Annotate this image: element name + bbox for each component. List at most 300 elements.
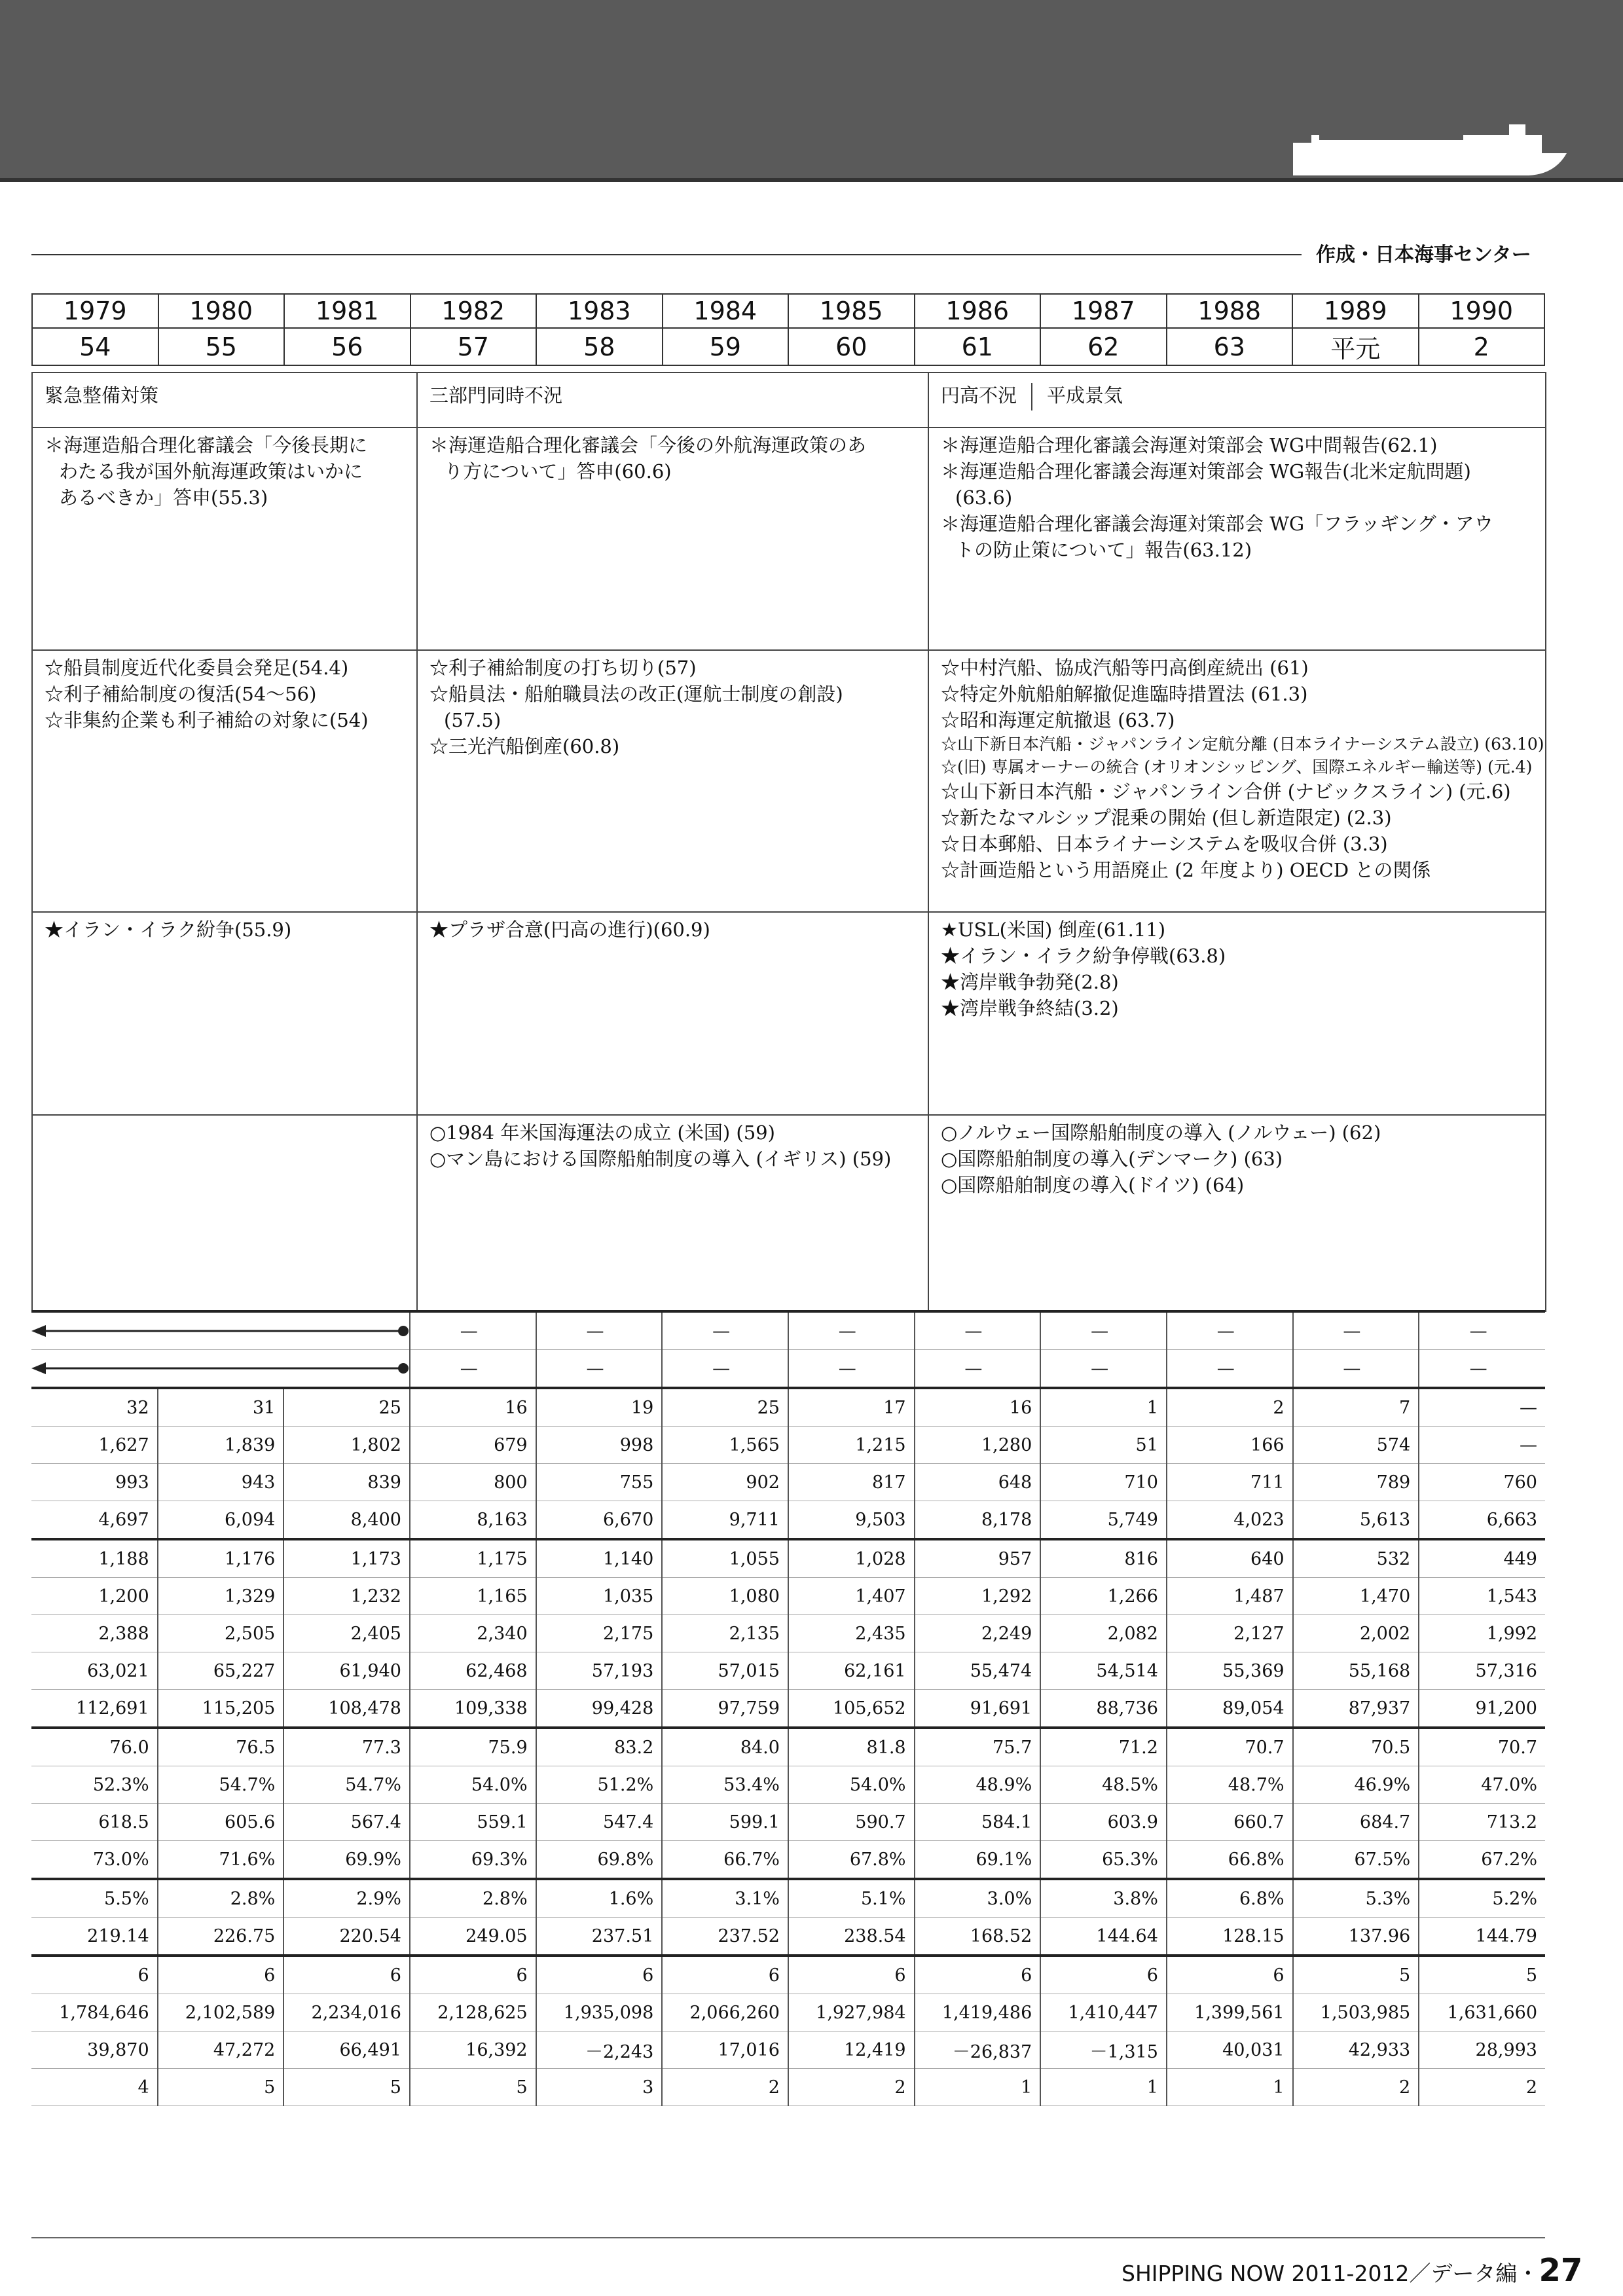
dash-cell: — <box>536 1350 663 1389</box>
table-cell: 55,474 <box>915 1652 1041 1690</box>
event-line: ☆(旧) 専属オーナーの統合 (オリオンシッピング、国際エネルギー輸送等) (元.4) <box>941 757 1533 776</box>
table-cell: 1,503,985 <box>1293 1994 1419 2032</box>
table-cell: 2 <box>1293 2069 1419 2106</box>
dash-cell: — <box>915 1350 1041 1389</box>
table-cell: 8,400 <box>283 1501 410 1540</box>
table-cell: 62,468 <box>410 1652 536 1690</box>
table-cell: 16 <box>410 1388 536 1427</box>
table-row <box>31 2069 1545 2106</box>
event-line: ☆山下新日本汽船・ジャパンライン定航分離 (日本ライナーシステム設立) (63.10) <box>941 735 1544 754</box>
event-line: ○国際船舶制度の導入(デンマーク) (63) <box>941 1148 1283 1171</box>
table-cell: 4,697 <box>31 1501 158 1540</box>
table-row <box>31 1728 1545 1766</box>
table-cell: 1,165 <box>410 1578 536 1615</box>
page-number: 27 <box>1539 2252 1583 2289</box>
table-cell: 1,487 <box>1167 1578 1293 1615</box>
table-cell: 249.05 <box>410 1918 536 1956</box>
table-cell: 710 <box>1040 1464 1167 1501</box>
table-cell: 5.3% <box>1293 1879 1419 1918</box>
table-cell: 618.5 <box>31 1804 158 1841</box>
table-cell: 1 <box>915 2069 1041 2106</box>
table-cell: 2 <box>788 2069 915 2106</box>
table-cell: 5.2% <box>1419 1879 1545 1918</box>
dash-cell: — <box>788 1350 915 1389</box>
table-cell: 46.9% <box>1293 1766 1419 1804</box>
event-line: ☆山下新日本汽船・ジャパンライン合併 (ナビックスライン) (元.6) <box>941 780 1511 803</box>
year-cell: 1983 <box>536 294 663 328</box>
table-cell: 574 <box>1293 1427 1419 1464</box>
table-cell: 52.3% <box>31 1766 158 1804</box>
council-cell <box>928 428 1546 650</box>
table-cell: 2,505 <box>158 1615 284 1652</box>
table-cell: 42,933 <box>1293 2032 1419 2069</box>
year-cell: 1987 <box>1040 294 1167 328</box>
table-cell: 2.8% <box>158 1879 284 1918</box>
year-cell: 1985 <box>788 294 915 328</box>
table-row <box>31 1766 1545 1804</box>
table-cell: 1,802 <box>283 1427 410 1464</box>
table-cell: 6,094 <box>158 1501 284 1540</box>
table-cell: 1,215 <box>788 1427 915 1464</box>
table-cell: 70.7 <box>1419 1728 1545 1766</box>
event-line: ○マン島における国際船舶制度の導入 (イギリス) (59) <box>429 1148 892 1171</box>
table-cell: 6 <box>31 1956 158 1994</box>
table-cell: 5.1% <box>788 1879 915 1918</box>
table-cell: 65,227 <box>158 1652 284 1690</box>
event-line: ＊海運造船合理化審議会海運対策部会 WG中間報告(62.1) <box>941 434 1438 456</box>
table-cell: 6 <box>915 1956 1041 1994</box>
table-cell: 1,410,447 <box>1040 1994 1167 2032</box>
table-cell: 1,080 <box>662 1578 788 1615</box>
table-cell: 800 <box>410 1464 536 1501</box>
table-cell: 2,082 <box>1040 1615 1167 1652</box>
table-cell: 6 <box>662 1956 788 1994</box>
event-line: ★湾岸戦争終結(3.2) <box>941 997 1119 1020</box>
table-row <box>31 1578 1545 1615</box>
table-cell: 17,016 <box>662 2032 788 2069</box>
table-cell: 77.3 <box>283 1728 410 1766</box>
table-cell: 4 <box>31 2069 158 2106</box>
table-cell: 1 <box>1040 1388 1167 1427</box>
era-cell: 平元 <box>1292 328 1419 365</box>
table-cell: 816 <box>1040 1539 1167 1578</box>
event-line: ☆三光汽船倒産(60.8) <box>429 735 620 758</box>
dash-cell: — <box>662 1311 788 1350</box>
table-row <box>31 1841 1545 1880</box>
event-line: わたる我が国外航海運政策はいかに <box>59 460 363 483</box>
event-line: ★イラン・イラク紛争停戦(63.8) <box>941 945 1226 968</box>
table-cell: －26,837 <box>915 2032 1041 2069</box>
table-cell: 1,232 <box>283 1578 410 1615</box>
table-cell: 998 <box>536 1427 663 1464</box>
table-cell: 62,161 <box>788 1652 915 1690</box>
world-cell <box>928 912 1546 1115</box>
foreign-cell <box>928 1115 1546 1311</box>
event-line: ★USL(米国) 倒産(61.11) <box>941 919 1166 941</box>
dash-cell: — <box>410 1311 536 1350</box>
table-cell: 2,234,016 <box>283 1994 410 2032</box>
table-cell: 69.1% <box>915 1841 1041 1880</box>
table-cell: 76.5 <box>158 1728 284 1766</box>
foreign-row <box>32 1115 1546 1311</box>
table-cell: 48.9% <box>915 1766 1041 1804</box>
table-cell: 1,173 <box>283 1539 410 1578</box>
event-line: あるべきか」答申(55.3) <box>59 486 268 509</box>
table-cell: 5,613 <box>1293 1501 1419 1540</box>
table-row <box>31 1615 1545 1652</box>
event-line: ＊海運造船合理化審議会「今後の外航海運政策のあ <box>429 434 867 456</box>
foreign-cell <box>417 1115 928 1311</box>
table-cell: 1,266 <box>1040 1578 1167 1615</box>
table-cell: 99,428 <box>536 1690 663 1728</box>
table-cell: 28,993 <box>1419 2032 1545 2069</box>
table-cell: 65.3% <box>1040 1841 1167 1880</box>
foreign-cell <box>32 1115 417 1311</box>
table-cell: 547.4 <box>536 1804 663 1841</box>
dash-cell: — <box>1293 1350 1419 1389</box>
range-arrow <box>31 1311 410 1350</box>
year-cell: 1988 <box>1167 294 1293 328</box>
table-cell: 1 <box>1167 2069 1293 2106</box>
table-cell: — <box>1419 1427 1545 1464</box>
era-row <box>32 328 1544 365</box>
table-cell: 105,652 <box>788 1690 915 1728</box>
era-cell: 57 <box>410 328 537 365</box>
table-cell: 993 <box>31 1464 158 1501</box>
table-cell: 238.54 <box>788 1918 915 1956</box>
domestic-row <box>32 650 1546 912</box>
table-cell: 97,759 <box>662 1690 788 1728</box>
year-cell: 1982 <box>410 294 537 328</box>
table-cell: 166 <box>1167 1427 1293 1464</box>
credit-rule <box>31 254 1302 255</box>
table-cell: 605.6 <box>158 1804 284 1841</box>
event-line: ☆計画造船という用語廃止 (2 年度より) OECD との関係 <box>941 859 1431 882</box>
table-cell: 109,338 <box>410 1690 536 1728</box>
table-cell: — <box>1419 1388 1545 1427</box>
table-cell: 5,749 <box>1040 1501 1167 1540</box>
table-cell: 61,940 <box>283 1652 410 1690</box>
table-cell: 71.2 <box>1040 1728 1167 1766</box>
table-cell: 1,200 <box>31 1578 158 1615</box>
dash-cell: — <box>410 1350 536 1389</box>
table-cell: 6,670 <box>536 1501 663 1540</box>
domestic-cell <box>32 650 417 912</box>
table-cell: 2,249 <box>915 1615 1041 1652</box>
event-line: ★イラン・イラク紛争(55.9) <box>45 919 292 941</box>
table-cell: 3.8% <box>1040 1879 1167 1918</box>
table-cell: 5 <box>283 2069 410 2106</box>
table-cell: 679 <box>410 1427 536 1464</box>
table-row <box>31 1804 1545 1841</box>
table-cell: 51.2% <box>536 1766 663 1804</box>
table-cell: 3.1% <box>662 1879 788 1918</box>
table-cell: 1,784,646 <box>31 1994 158 2032</box>
table-cell: 1,927,984 <box>788 1994 915 2032</box>
event-line: ○ノルウェー国際船舶制度の導入 (ノルウェー) (62) <box>941 1121 1381 1144</box>
era-cell: 62 <box>1040 328 1167 365</box>
table-cell: 2,002 <box>1293 1615 1419 1652</box>
table-cell: 2,388 <box>31 1615 158 1652</box>
dash-cell: — <box>915 1311 1041 1350</box>
table-cell: 3 <box>536 2069 663 2106</box>
table-cell: 567.4 <box>283 1804 410 1841</box>
year-cell: 1984 <box>663 294 789 328</box>
table-cell: 1,140 <box>536 1539 663 1578</box>
table-cell: 67.5% <box>1293 1841 1419 1880</box>
table-cell: 32 <box>31 1388 158 1427</box>
table-cell: 6,663 <box>1419 1501 1545 1540</box>
table-cell: 711 <box>1167 1464 1293 1501</box>
ship-icon <box>1293 115 1568 178</box>
period-cell <box>928 373 1546 428</box>
table-row <box>31 1464 1545 1501</box>
table-cell: 6.8% <box>1167 1879 1293 1918</box>
table-cell: 2,102,589 <box>158 1994 284 2032</box>
table-cell: 66,491 <box>283 2032 410 2069</box>
table-cell: 12,419 <box>788 2032 915 2069</box>
table-cell: 1,055 <box>662 1539 788 1578</box>
table-cell: 713.2 <box>1419 1804 1545 1841</box>
page-footer <box>1122 2252 1582 2289</box>
year-cell: 1986 <box>915 294 1041 328</box>
table-cell: 81.8 <box>788 1728 915 1766</box>
table-cell: 89,054 <box>1167 1690 1293 1728</box>
table-cell: 640 <box>1167 1539 1293 1578</box>
table-cell: 8,178 <box>915 1501 1041 1540</box>
statistics-table <box>31 1310 1545 2106</box>
event-line: ☆中村汽船、協成汽船等円高倒産続出 (61) <box>941 657 1309 679</box>
table-cell: 6 <box>410 1956 536 1994</box>
table-cell: 2 <box>1419 2069 1545 2106</box>
table-cell: 75.7 <box>915 1728 1041 1766</box>
year-header-table <box>31 293 1545 366</box>
table-cell: 47.0% <box>1419 1766 1545 1804</box>
era-cell: 59 <box>663 328 789 365</box>
footer-text: SHIPPING NOW 2011-2012／データ編・ <box>1122 2261 1539 2286</box>
table-cell: 87,937 <box>1293 1690 1419 1728</box>
table-cell: 1,188 <box>31 1539 158 1578</box>
table-cell: 943 <box>158 1464 284 1501</box>
table-row <box>31 1501 1545 1540</box>
table-cell: 9,503 <box>788 1501 915 1540</box>
table-cell: 6 <box>1167 1956 1293 1994</box>
dash-cell: — <box>1167 1350 1293 1389</box>
table-cell: 75.9 <box>410 1728 536 1766</box>
table-cell: 2 <box>1167 1388 1293 1427</box>
table-cell: 226.75 <box>158 1918 284 1956</box>
era-cell: 58 <box>536 328 663 365</box>
table-cell: 2 <box>662 2069 788 2106</box>
table-cell: 2,435 <box>788 1615 915 1652</box>
dash-row <box>31 1350 1545 1389</box>
table-cell: 220.54 <box>283 1918 410 1956</box>
table-cell: 1,935,098 <box>536 1994 663 2032</box>
table-cell: 51 <box>1040 1427 1167 1464</box>
era-cell: 2 <box>1419 328 1545 365</box>
table-cell: 584.1 <box>915 1804 1041 1841</box>
table-cell: 6 <box>788 1956 915 1994</box>
table-cell: 168.52 <box>915 1918 1041 1956</box>
table-cell: 5 <box>158 2069 284 2106</box>
table-cell: 54.0% <box>410 1766 536 1804</box>
event-line: (57.5) <box>444 709 501 732</box>
table-cell: 1,407 <box>788 1578 915 1615</box>
header-rule <box>0 178 1623 182</box>
table-cell: 1,292 <box>915 1578 1041 1615</box>
table-cell: 144.64 <box>1040 1918 1167 1956</box>
event-line: ＊海運造船合理化審議会海運対策部会 WG「フラッギング・アウ <box>941 513 1493 536</box>
table-cell: 7 <box>1293 1388 1419 1427</box>
dash-cell: — <box>536 1311 663 1350</box>
table-cell: 532 <box>1293 1539 1419 1578</box>
table-cell: 108,478 <box>283 1690 410 1728</box>
dash-cell: — <box>1293 1311 1419 1350</box>
dash-cell: — <box>1167 1311 1293 1350</box>
period-label: 平成景気 <box>1047 384 1123 407</box>
period-label: 三部門同時不況 <box>429 384 563 407</box>
table-cell: 3.0% <box>915 1879 1041 1918</box>
table-cell: 137.96 <box>1293 1918 1419 1956</box>
dash-cell: — <box>1040 1311 1167 1350</box>
era-cell: 60 <box>788 328 915 365</box>
table-cell: 128.15 <box>1167 1918 1293 1956</box>
table-cell: 1.6% <box>536 1879 663 1918</box>
table-row <box>31 2032 1545 2069</box>
table-cell: 66.8% <box>1167 1841 1293 1880</box>
event-line: ☆船員法・船舶職員法の改正(運航士制度の創設) <box>429 683 843 706</box>
table-cell: 69.8% <box>536 1841 663 1880</box>
dash-cell: — <box>1419 1311 1545 1350</box>
event-line: ☆利子補給制度の復活(54〜56) <box>45 683 317 706</box>
table-cell: 755 <box>536 1464 663 1501</box>
table-cell: 19 <box>536 1388 663 1427</box>
event-line: ＊海運造船合理化審議会海運対策部会 WG報告(北米定航問題) <box>941 460 1471 483</box>
table-cell: －1,315 <box>1040 2032 1167 2069</box>
table-cell: 54,514 <box>1040 1652 1167 1690</box>
table-cell: 16 <box>915 1388 1041 1427</box>
year-row <box>32 294 1544 328</box>
table-cell: 1,419,486 <box>915 1994 1041 2032</box>
period-divider <box>1031 383 1032 410</box>
table-cell: 1,176 <box>158 1539 284 1578</box>
dash-cell: — <box>1040 1350 1167 1389</box>
year-cell: 1989 <box>1292 294 1419 328</box>
table-cell: 5 <box>1293 1956 1419 1994</box>
table-cell: 73.0% <box>31 1841 158 1880</box>
period-label: 緊急整備対策 <box>45 384 159 407</box>
events-table <box>31 372 1546 1312</box>
event-line: トの防止策について」報告(63.12) <box>955 539 1252 562</box>
table-cell: 219.14 <box>31 1918 158 1956</box>
period-row <box>32 373 1546 428</box>
world-cell <box>417 912 928 1115</box>
table-cell: 9,711 <box>662 1501 788 1540</box>
table-cell: 66.7% <box>662 1841 788 1880</box>
table-cell: 2,405 <box>283 1615 410 1652</box>
table-cell: 2,340 <box>410 1615 536 1652</box>
table-cell: 1,175 <box>410 1539 536 1578</box>
table-row <box>31 1539 1545 1578</box>
table-cell: 2,175 <box>536 1615 663 1652</box>
year-cell: 1980 <box>158 294 285 328</box>
table-cell: 67.8% <box>788 1841 915 1880</box>
table-cell: 559.1 <box>410 1804 536 1841</box>
table-cell: 2.9% <box>283 1879 410 1918</box>
table-cell: 1,399,561 <box>1167 1994 1293 2032</box>
table-cell: 1,627 <box>31 1427 158 1464</box>
table-cell: 4,023 <box>1167 1501 1293 1540</box>
table-cell: 1,543 <box>1419 1578 1545 1615</box>
era-cell: 54 <box>32 328 158 365</box>
table-cell: 67.2% <box>1419 1841 1545 1880</box>
world-row <box>32 912 1546 1115</box>
table-cell: 1,028 <box>788 1539 915 1578</box>
table-cell: 1,631,660 <box>1419 1994 1545 2032</box>
event-line: り方について」答申(60.6) <box>444 460 672 483</box>
table-cell: 55,369 <box>1167 1652 1293 1690</box>
table-cell: 25 <box>662 1388 788 1427</box>
range-arrow <box>31 1350 410 1389</box>
table-cell: 1,565 <box>662 1427 788 1464</box>
table-cell: 57,015 <box>662 1652 788 1690</box>
table-cell: 6 <box>536 1956 663 1994</box>
table-cell: 957 <box>915 1539 1041 1578</box>
table-cell: 5 <box>410 2069 536 2106</box>
table-cell: 660.7 <box>1167 1804 1293 1841</box>
table-cell: 6 <box>283 1956 410 1994</box>
footer-rule <box>31 2237 1545 2238</box>
table-cell: 112,691 <box>31 1690 158 1728</box>
table-cell: 902 <box>662 1464 788 1501</box>
table-cell: 6 <box>1040 1956 1167 1994</box>
council-cell <box>32 428 417 650</box>
table-cell: 71.6% <box>158 1841 284 1880</box>
era-cell: 55 <box>158 328 285 365</box>
table-cell: 2,128,625 <box>410 1994 536 2032</box>
table-cell: 76.0 <box>31 1728 158 1766</box>
table-cell: 1,992 <box>1419 1615 1545 1652</box>
table-row <box>31 1879 1545 1918</box>
table-cell: 83.2 <box>536 1728 663 1766</box>
period-cell <box>417 373 928 428</box>
table-cell: 39,870 <box>31 2032 158 2069</box>
period-cell <box>32 373 417 428</box>
table-cell: 237.52 <box>662 1918 788 1956</box>
table-cell: 144.79 <box>1419 1918 1545 1956</box>
table-cell: 69.9% <box>283 1841 410 1880</box>
table-cell: 8,163 <box>410 1501 536 1540</box>
table-cell: 684.7 <box>1293 1804 1419 1841</box>
table-row <box>31 1690 1545 1728</box>
table-row <box>31 1918 1545 1956</box>
table-cell: 70.7 <box>1167 1728 1293 1766</box>
table-cell: 2,127 <box>1167 1615 1293 1652</box>
table-cell: 1,280 <box>915 1427 1041 1464</box>
table-cell: 2,135 <box>662 1615 788 1652</box>
table-cell: 789 <box>1293 1464 1419 1501</box>
event-line: ☆昭和海運定航撤退 (63.7) <box>941 709 1175 732</box>
event-line: ☆非集約企業も利子補給の対象に(54) <box>45 709 369 732</box>
credit-text: 作成・日本海事センター <box>1316 244 1531 266</box>
era-cell: 63 <box>1167 328 1293 365</box>
table-cell: 55,168 <box>1293 1652 1419 1690</box>
table-cell: 54.7% <box>283 1766 410 1804</box>
event-line: ☆日本郵船、日本ライナーシステムを吸収合併 (3.3) <box>941 833 1388 856</box>
table-cell: 1,329 <box>158 1578 284 1615</box>
table-cell: －2,243 <box>536 2032 663 2069</box>
table-cell: 25 <box>283 1388 410 1427</box>
